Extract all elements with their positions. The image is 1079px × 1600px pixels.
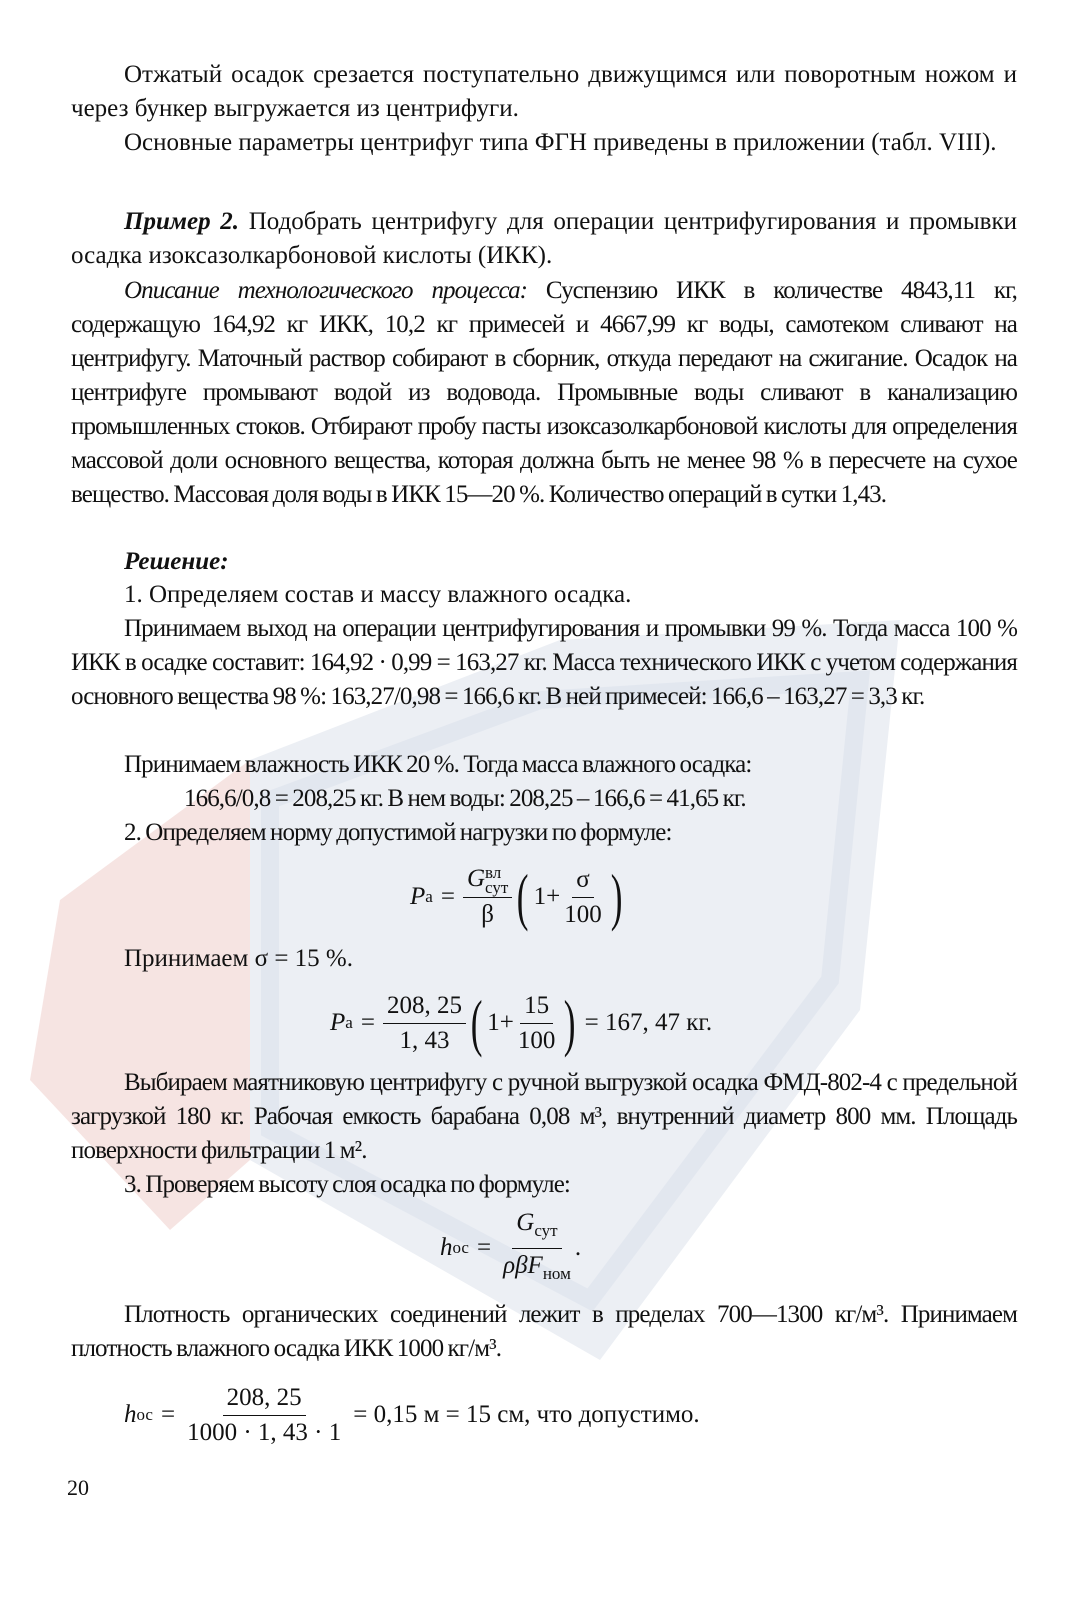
formula1-fraction [463,864,512,930]
example-text: Подобрать центрифугу для операции центрифугирования и промывки осадка изоксазолкарбоновой кислоты (ИКК). [71,208,1017,269]
process-label: Описание технологического процесса: [124,277,528,304]
step-3: 3. Проверяем высоту слоя осадка по формуле: [124,1171,570,1198]
formula-load-norm: P а = G вл сут β ( 1+ $\frac{\sigma}{100}$ ) [410,861,623,932]
formula1-num: G [466,864,485,892]
formula2-inner-num: 15 [520,991,553,1024]
paragraph-moisture: Принимаем влажность ИКК 20 %. Тогда масса влажного осадка: [124,751,752,778]
formula2-num: 208, 25 [383,991,466,1024]
step-1: 1. Определяем состав и массу влажного осадка. [124,581,632,608]
formula3-num-sub: сут [534,1220,558,1240]
formula-layer-height [440,1206,581,1290]
formula4-result: = 0,15 м = 15 см, что допустимо. [353,1401,700,1428]
formula3-num: G [516,1208,535,1236]
formula4-eq: = [160,1401,176,1428]
formula1-inner-num: σ [572,865,593,898]
formula1-num-sub: сут [485,878,509,898]
step-2: 2. Определяем норму допустимой нагрузки по формуле: [124,819,672,846]
formula3-fraction [499,1208,575,1289]
formula2-result: = 167, 47 кг. [584,1009,713,1036]
formula2-lhs-sub: а [345,1013,353,1032]
formula3-lhs: h [440,1234,453,1261]
formula4-lhs: h [124,1401,137,1428]
page-number: 20 [67,1475,89,1500]
formula2-lhs: P [330,1009,346,1036]
formula1-one: 1+ [533,883,561,910]
formula2-den: 1, 43 [399,1026,450,1054]
solution-heading: Решение: [124,548,229,575]
formula4-fraction [183,1383,345,1448]
process-text: Суспензию ИКК в количестве 4843,11 кг, содержащую 164,92 кг ИКК, 10,2 кг примесей и 4667,99 кг воды, самотеком сливают на центрифугу. Маточный раствор собирают в сборник, откуда передают на сжигание. Осадок на центрифуге промывают водой из водовода. Промывные воды сливают в канализацию промышленных стоков. Отбирают пробу пасты изоксазолкарбоновой кислоты для определения массовой доли основного вещества, которая должна быть не менее 98 % в пересчете на сухое вещество. Массовая доля воды в ИКК 15—20 %. Количество операций в сутки 1,43. [71,277,1017,508]
formula2-eq: = [360,1009,375,1036]
sigma-line: Принимаем σ = 15 %. [124,945,354,972]
formula1-lhs: P [410,883,426,910]
formula-layer-calc [124,1372,700,1458]
paragraph-density: Плотность органических соединений лежит в пределах 700—1300 кг/м³. Принимаем плотность влажного осадка ИКК 1000 кг/м³. [71,1301,1017,1362]
formula3-den: ρβF [503,1251,543,1279]
formula4-num: 208, 25 [223,1383,306,1416]
paragraph-process [71,274,1017,512]
formula4-den: 1000 · 1, 43 · 1 [187,1418,342,1446]
formula2-inner-fraction [514,991,560,1056]
paragraph-centrifuge: Выбираем маятниковую центрифугу с ручной выгрузкой осадка ФМД-802-4 с предельной загрузкой 180 кг. Рабочая емкость барабана 0,08 м³, внутренний диаметр 800 мм. Площадь поверхности фильтрации 1 м². [71,1069,1017,1164]
formula2-one: 1+ [487,1009,514,1036]
formula4-lhs-sub: ос [136,1405,153,1424]
formula3-eq: = [476,1234,492,1261]
example-label: Пример 2. [124,208,240,235]
formula2-fraction [383,991,466,1056]
formula-load-calc: P а = $\frac{208, 25}{1, 43}$ ( 1+ $\frac{15}{100}$ ) = 167, 47 кг. [330,987,713,1058]
formula3-end: . [574,1234,582,1261]
formula1-inner-fraction [560,865,606,930]
paragraph-1: Отжатый осадок срезается поступательно движущимся или поворотным ножом и через бункер выгружается из центрифуги. [71,61,1017,122]
water-mass-line: 166,6/0,8 = 208,25 кг. В нем воды: 208,25 – 166,6 = 41,65 кг. [184,785,746,812]
formula1-den: β [481,901,494,929]
formula2-inner-den: 100 [517,1026,556,1054]
formula1-inner-den: 100 [564,900,602,928]
formula3-lhs-sub: ос [452,1238,469,1257]
paragraph-yield: Принимаем выход на операции центрифугирования и промывки 99 %. Тогда масса 100 % ИКК в осадке составит: 164,92 · 0,99 = 163,27 кг. Масса технического ИКК с учетом содержания основного вещества 98 %: 163,27/0,98 = 166,6 кг. В ней примесей: 166,6 – 163,27 = 3,3 кг. [71,615,1017,710]
formula1-lhs-sub: а [425,887,433,906]
paragraph-2: Основные параметры центрифуг типа ФГН приведены в приложении (табл. VIII). [124,129,997,156]
paragraph-example [71,205,1017,273]
formula3-den-sub: ном [542,1263,571,1283]
formula1-num-sup: вл [485,863,502,883]
formula1-eq: = [440,883,455,910]
